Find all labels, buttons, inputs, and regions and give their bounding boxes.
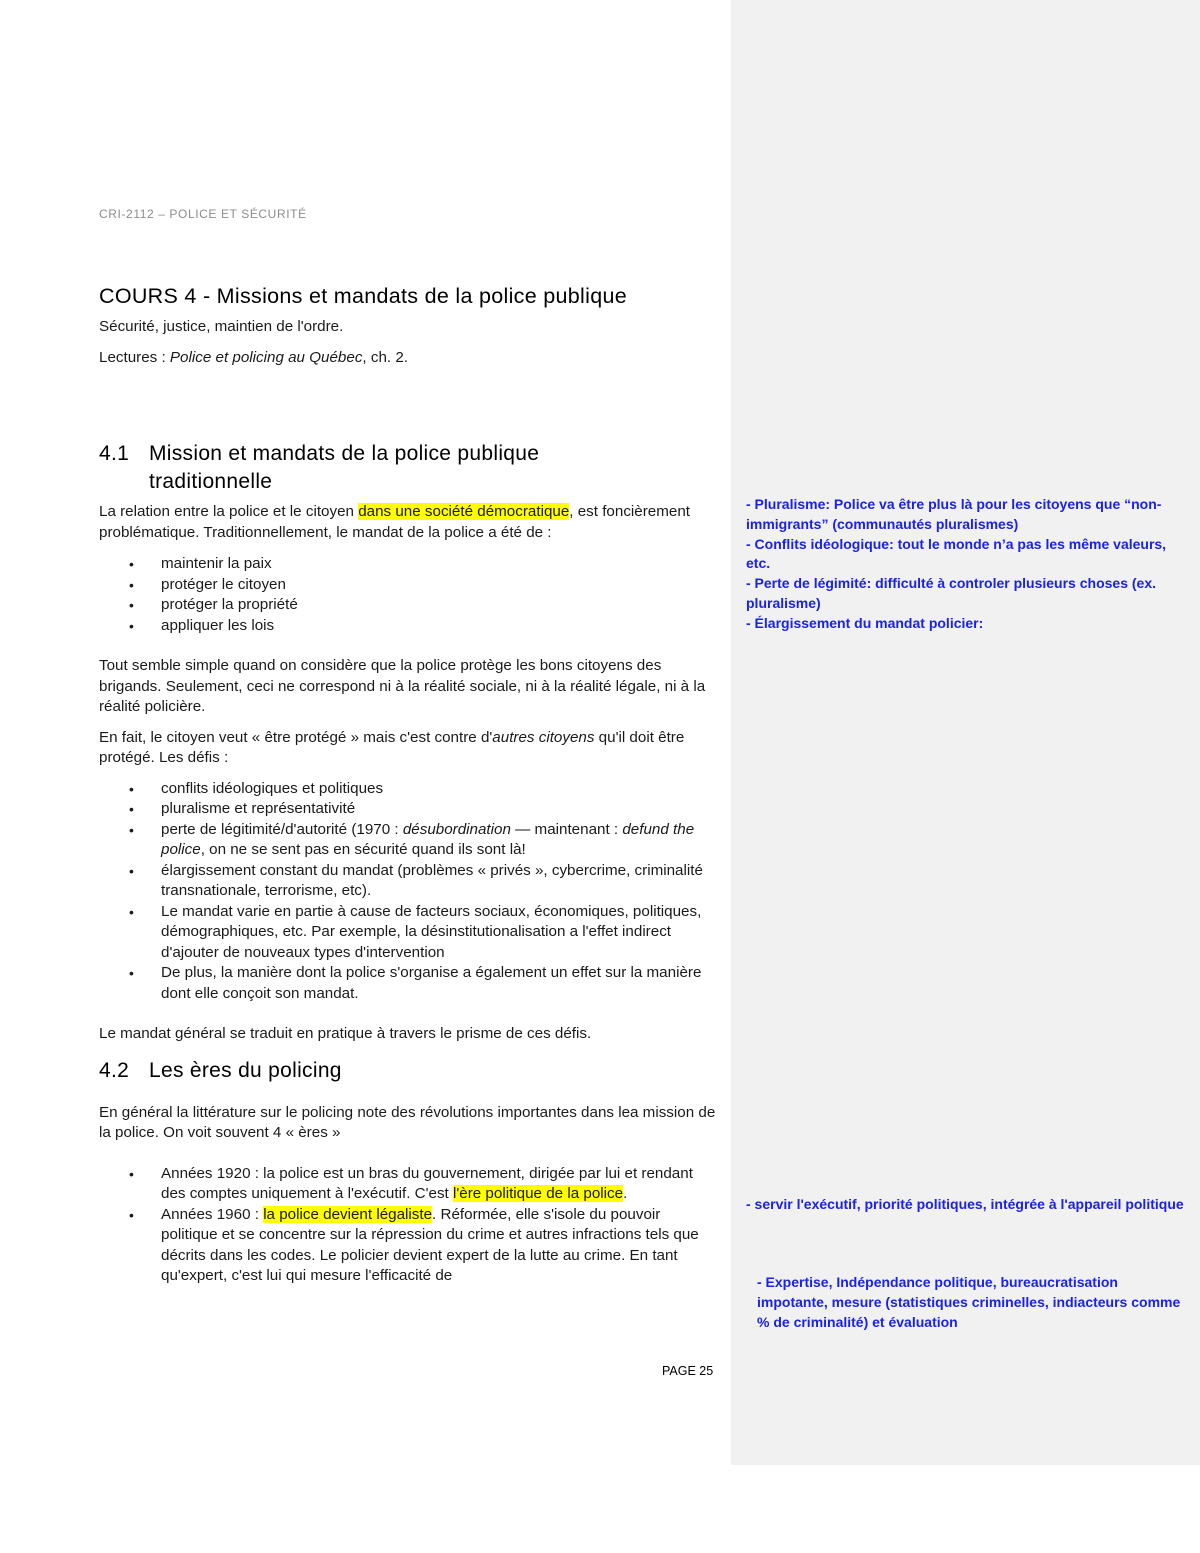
margin-comment: - Pluralisme: Police va être plus là pour les citoyens que “non-immigrants” (communautés pluralismes) - Conflits idéologique: tout le monde n’a pas les même valeurs, etc. - Perte de légimité: difficulté à controler plusieurs choses (ex. pluralisme) - Élargissement du mandat policier: <box>746 496 1167 631</box>
lecture-title: COURS 4 - Missions et mandats de la police publique <box>99 284 627 308</box>
running-header: CRI-2112 – POLICE ET SÉCURITÉ <box>99 207 307 221</box>
paragraph: Le mandat général se traduit en pratique à travers le prisme de ces défis. <box>99 1025 592 1042</box>
list-item: • maintenir la paix <box>99 554 721 575</box>
list-item: • protéger le citoyen <box>99 575 721 596</box>
paragraph: Tout semble simple quand on considère que la police protège les bons citoyens des brigands. Seulement, ceci ne correspond ni à la réalité sociale, ni à la réalité légale, ni à la réalité policière. <box>99 657 706 715</box>
book-title: Police et policing au Québec <box>169 348 363 366</box>
paragraph: En fait, le citoyen veut « être protégé » mais c'est contre d'autres citoyens qu'il doit être protégé. Les défis : <box>99 728 685 766</box>
list-item: • Le mandat varie en partie à cause de facteurs sociaux, économiques, politiques, démographiques, etc. Par exemple, la désinstitutionalisation a l'effet indirect d'ajouter de nouveaux types d'intervention <box>99 902 721 964</box>
highlighted-text: dans une société démocratique <box>358 503 570 520</box>
lecture-subtitle: Sécurité, justice, maintien de l'ordre. <box>99 318 344 335</box>
comment-margin-pane <box>731 0 1200 1465</box>
margin-comment: - Expertise, Indépendance politique, bureaucratisation impotante, mesure (statistiques criminelles, indiacteurs comme % de criminalité) et évaluation <box>757 1274 1181 1330</box>
eras-list <box>99 1164 721 1287</box>
list-item: • Années 1960 : la police devient légaliste. Réformée, elle s'isole du pouvoir politique et se concentre sur la répression du crime et autres infractions tels que décrits dans les codes. Le policier devient expert de la lutte au crime. En tant qu'expert, c'est lui qui mesure l'efficacité de <box>99 1205 721 1287</box>
list-item: • élargissement constant du mandat (problèmes « privés », cybercrime, criminalité transnationale, terrorisme, etc). <box>99 861 721 902</box>
highlighted-text: l'ère politique de la police <box>452 1185 624 1202</box>
highlighted-text: la police devient légaliste <box>263 1205 433 1223</box>
paragraph: En général la littérature sur le policing note des révolutions importantes dans lea mission de la police. On voit souvent 4 « ères » <box>99 1103 716 1141</box>
list-item: • pluralisme et représentativité <box>99 799 721 820</box>
margin-comment: - servir l'exécutif, priorité politiques, intégrée à l'appareil politique <box>746 1196 1184 1212</box>
list-item: • perte de légitimité/d'autorité (1970 : désubordination — maintenant : defund the police, on ne se sent pas en sécurité quand ils sont là! <box>99 820 721 861</box>
readings-line: Lectures : Police et policing au Québec, ch. 2. <box>99 348 409 366</box>
section-heading-4-2: 4.2 Les ères du policing <box>99 1058 342 1082</box>
document-body <box>99 281 721 1287</box>
list-item: • conflits idéologiques et politiques <box>99 779 721 800</box>
page-number: PAGE 25 <box>662 1364 714 1378</box>
mandate-list <box>99 554 721 636</box>
section-heading-4-1: 4.1 Mission et mandats de la police publique traditionnelle <box>99 442 540 493</box>
list-item: • De plus, la manière dont la police s'organise a également un effet sur la manière dont elle conçoit son mandat. <box>99 963 721 1004</box>
list-item: • Années 1920 : la police est un bras du gouvernement, dirigée par lui et rendant des comptes uniquement à l'exécutif. C'est l'ère politique de la police. <box>99 1164 721 1205</box>
list-item: • protéger la propriété <box>99 595 721 616</box>
list-item: • appliquer les lois <box>99 616 721 637</box>
challenges-list <box>99 779 721 1005</box>
paragraph: La relation entre la police et le citoyen dans une société démocratique, est foncièrement problématique. Traditionnellement, le mandat de la police a été de : <box>99 503 690 541</box>
